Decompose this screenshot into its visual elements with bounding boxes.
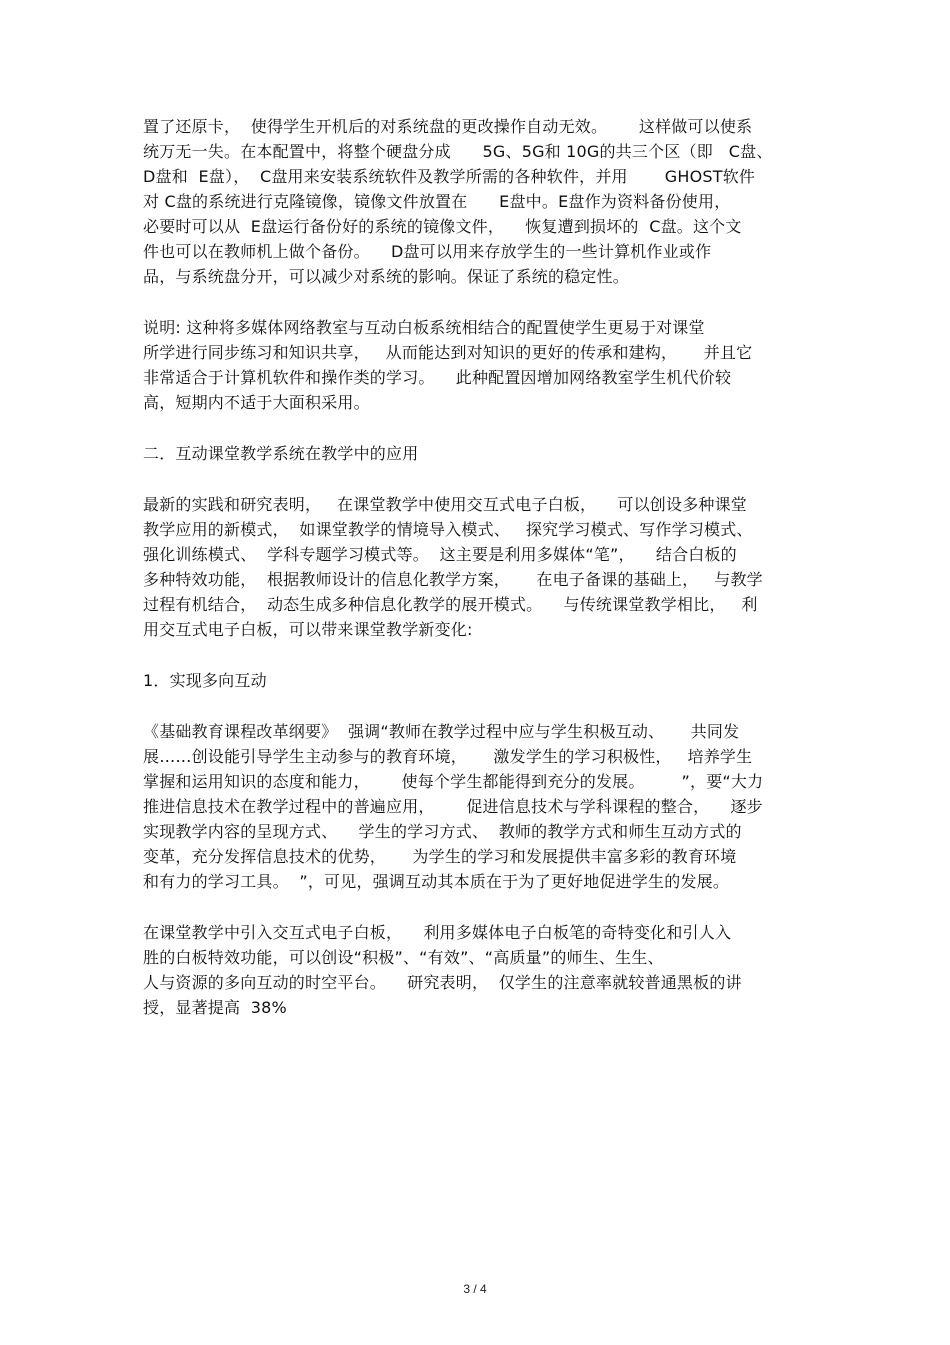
page-content	[143, 114, 813, 1046]
paragraph-note	[143, 315, 813, 415]
text-line: 过程有机结合， 动态生成多种信息化教学的展开模式。 与传统课堂教学相比， 利	[143, 595, 758, 614]
section-heading-application	[143, 441, 813, 466]
text-line: 统万无一失。在本配置中，将整个硬盘分成 5G、5G和 10G的共三个区（即 C盘、	[143, 142, 773, 161]
text-line: 强化训练模式、 学科专题学习模式等。 这主要是利用多媒体“笔”， 结合白板的	[143, 545, 737, 564]
text-line: 展……创设能引导学生主动参与的教育环境， 激发学生的学习积极性， 培养学生	[143, 747, 753, 766]
paragraph-curriculum-reform	[143, 719, 813, 894]
text-line: 和有力的学习工具。 ”，可见，强调互动其本质在于为了更好地促进学生的发展。	[143, 872, 730, 891]
text-line: 《基础教育课程改革纲要》 强调“教师在教学过程中应与学生积极互动、 共同发	[143, 722, 740, 741]
text-line: 件也可以在教师机上做个备份。 D盘可以用来存放学生的一些计算机作业或作	[143, 242, 712, 261]
text-line: 高，短期内不适于大面积采用。	[143, 393, 370, 412]
text-line: 授，显著提高 38%	[143, 998, 287, 1017]
text-line: 多种特效功能， 根据教师设计的信息化教学方案， 在电子备课的基础上， 与教学	[143, 570, 763, 589]
text-line: 置了还原卡， 使得学生开机后的对系统盘的更改操作自动无效。 这样做可以使系	[143, 117, 753, 136]
text-line: 对 C盘的系统进行克隆镜像，镜像文件放置在 E盘中。E盘作为资料备份使用，	[143, 192, 731, 211]
text-line: 二．互动课堂教学系统在教学中的应用	[143, 444, 419, 463]
text-line: 1．实现多向互动	[143, 671, 267, 690]
subsection-heading-interaction	[143, 668, 813, 693]
text-line: 人与资源的多向互动的时空平台。 研究表明， 仅学生的注意率就较普通黑板的讲	[143, 973, 742, 992]
text-line: 胜的白板特效功能，可以创设“积极”、“有效”、“高质量”的师生、生生、	[143, 948, 664, 967]
text-line: 实现教学内容的呈现方式、 学生的学习方式、 教师的教学方式和师生互动方式的	[143, 822, 742, 841]
text-line: 说明: 这种将多媒体网络教室与互动白板系统相结合的配置使学生更易于对课堂	[143, 318, 705, 337]
text-line: 所学进行同步练习和知识共享， 从而能达到对知识的更好的传承和建构， 并且它	[143, 343, 753, 362]
text-line: 非常适合于计算机软件和操作类的学习。 此种配置因增加网络教室学生机代价较	[143, 368, 732, 387]
text-line: 教学应用的新模式， 如课堂教学的情境导入模式、 探究学习模式、写作学习模式、	[143, 520, 753, 539]
text-line: 必要时可以从 E盘运行备份好的系统的镜像文件， 恢复遭到损坏的 C盘。这个文	[143, 217, 742, 236]
text-line: 在课堂教学中引入交互式电子白板， 利用多媒体电子白板笔的奇特变化和引人入	[143, 923, 732, 942]
text-line: 推进信息技术在教学过程中的普遍应用， 促进信息技术与学科课程的整合， 逐步	[143, 797, 763, 816]
text-line: 品，与系统盘分开，可以减少对系统的影响。保证了系统的稳定性。	[143, 267, 630, 286]
paragraph-system-backup	[143, 114, 813, 289]
text-line: 变革，充分发挥信息技术的优势， 为学生的学习和发展提供丰富多彩的教育环境	[143, 847, 737, 866]
paragraph-whiteboard-attention	[143, 920, 813, 1020]
text-line: 掌握和运用知识的态度和能力， 使每个学生都能得到充分的发展。 ”，要“大力	[143, 772, 764, 791]
paragraph-research-findings	[143, 492, 813, 642]
text-line: 用交互式电子白板，可以带来课堂教学新变化:	[143, 620, 473, 639]
page-number: 3 / 4	[463, 1282, 487, 1296]
text-line: 最新的实践和研究表明， 在课堂教学中使用交互式电子白板， 可以创设多种课堂	[143, 495, 748, 514]
text-line: D盘和 E盘）， C盘用来安装系统软件及教学所需的各种软件，并用 GHOST软件	[143, 167, 756, 186]
